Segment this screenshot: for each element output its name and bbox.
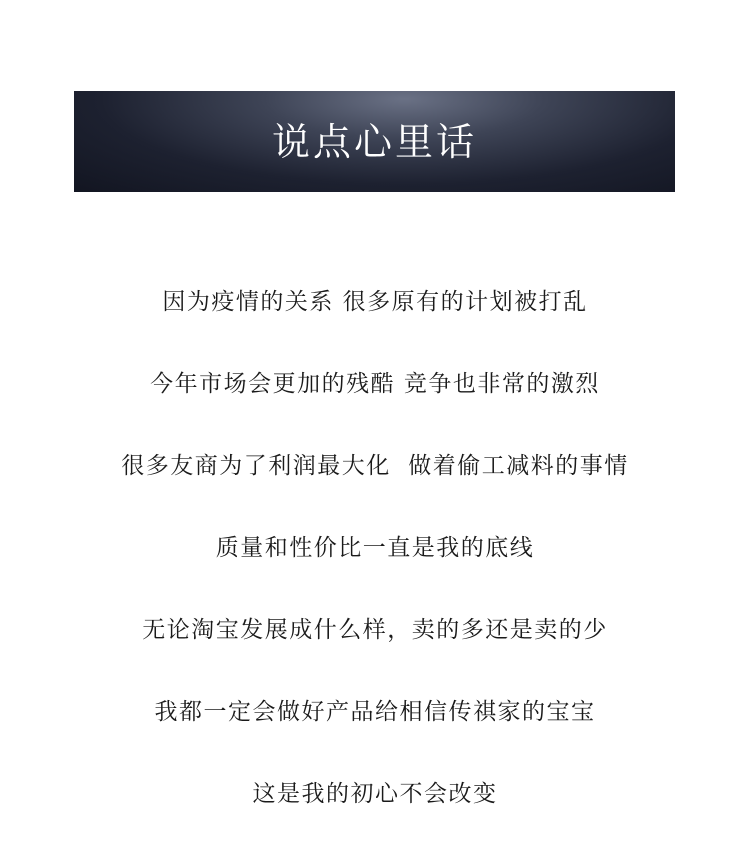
text-line: 这是我的初心不会改变 bbox=[252, 781, 498, 807]
text-line: 质量和性价比一直是我的底线 bbox=[215, 535, 535, 561]
page-title: 说点心里话 bbox=[271, 119, 477, 164]
text-line: 无论淘宝发展成什么样，卖的多还是卖的少 bbox=[142, 617, 608, 643]
text-line: 因为疫情的关系 很多原有的计划被打乱 bbox=[162, 289, 588, 315]
text-line: 今年市场会更加的残酷 竞争也非常的激烈 bbox=[150, 371, 600, 397]
text-line: 很多友商为了利润最大化 做着偷工减料的事情 bbox=[121, 453, 629, 479]
title-banner bbox=[74, 91, 675, 192]
text-line: 我都一定会做好产品给相信传祺家的宝宝 bbox=[154, 699, 596, 725]
